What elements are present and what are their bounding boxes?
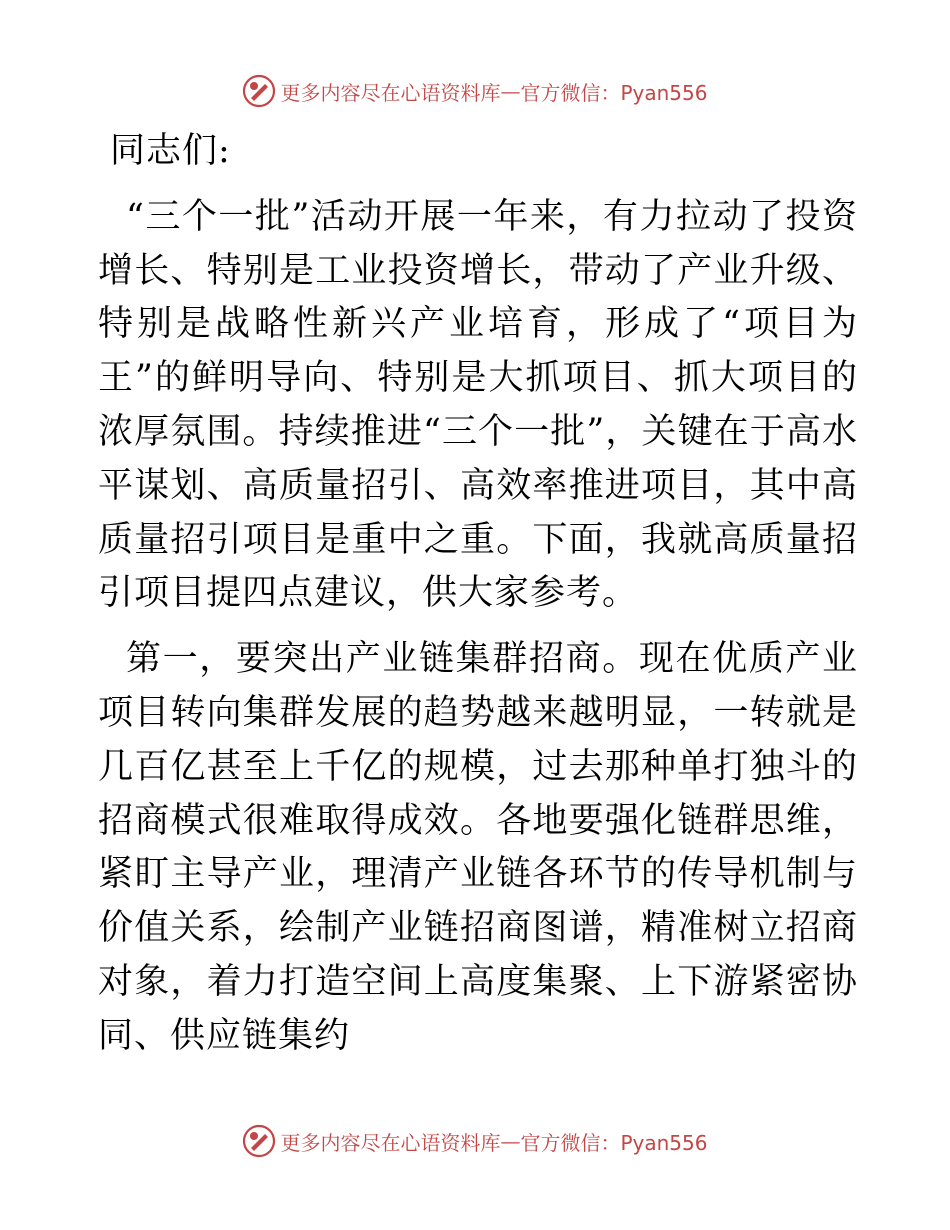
watermark-wechat: 官方微信：Pyan556	[520, 1130, 708, 1155]
watermark-dash: —	[500, 79, 521, 103]
header-watermark	[0, 71, 950, 111]
paragraph-first-point: 第一，要突出产业链集群招商。现在优质产业项目转向集群发展的趋势越来越明显，一转就是几百亿甚至上千亿的规模，过去那种单打独斗的招商模式很难取得成效。各地要强化链群思维，紧盯主导产业，理清产业链各环节的传导机制与价值关系，绘制产业链招商图谱，精准树立招商对象，着力打造空间上高度集聚、上下游紧密协同、供应链集约	[98, 639, 858, 1056]
footer-watermark	[0, 1121, 950, 1161]
watermark-wechat: 官方微信：Pyan556	[520, 80, 708, 105]
watermark-text: 更多内容尽在心语资料库	[280, 80, 501, 105]
document-body	[98, 125, 858, 1064]
watermark-dash: —	[500, 1129, 521, 1153]
paragraph-intro: “三个一批”活动开展一年来，有力拉动了投资增长、特别是工业投资增长，带动了产业升级、特别是战略性新兴产业培育，形成了“项目为王”的鲜明导向、特别是大抓项目、抓大项目的浓厚氛围。持续推进“三个一批”，关键在于高水平谋划、高质量招引、高效率推进项目，其中高质量招引项目是重中之重。下面，我就高质量招引项目提四点建议，供大家参考。	[98, 196, 858, 614]
greeting: 同志们:	[110, 131, 231, 171]
logo-icon	[242, 74, 276, 108]
logo-icon	[242, 1124, 276, 1158]
watermark-text: 更多内容尽在心语资料库	[280, 1130, 501, 1155]
